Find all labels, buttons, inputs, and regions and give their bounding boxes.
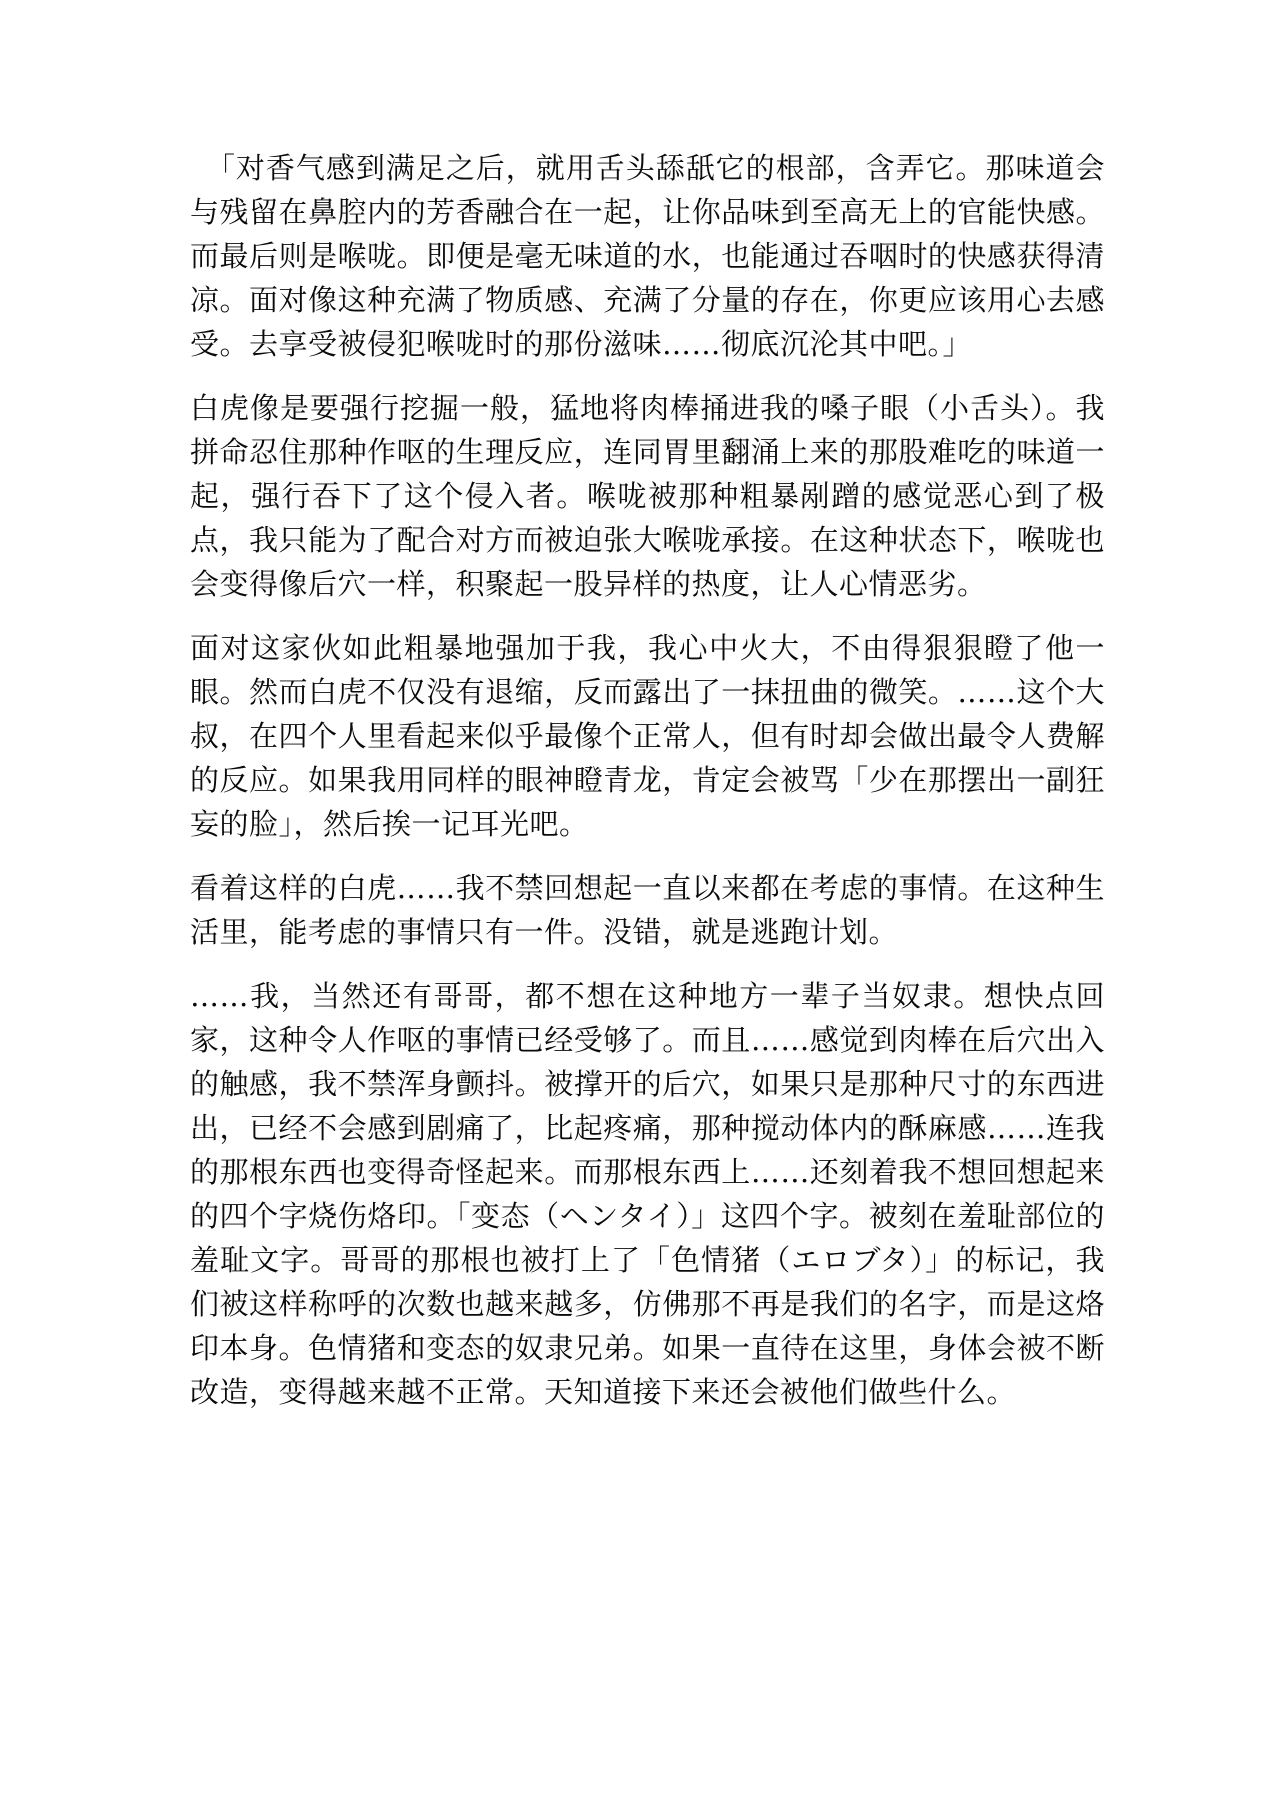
paragraph-dialogue: 「对香气感到满足之后，就用舌头舔舐它的根部，含弄它。那味道会与残留在鼻腔内的芳香融合在一起，让你品味到至高无上的官能快感。而最后则是喉咙。即便是毫无味道的水，也能通过吞咽时的快感获得清凉。面对像这种充满了物质感、充满了分量的存在，你更应该用心去感受。去享受被侵犯喉咙时的那份滋味……彻底沉沦其中吧。」: [190, 151, 1105, 361]
paragraph-3: 面对这家伙如此粗暴地强加于我，我心中火大，不由得狠狠瞪了他一眼。然而白虎不仅没有退缩，反而露出了一抹扭曲的微笑。……这个大叔，在四个人里看起来似乎最像个正常人，但有时却会做出最令人费解的反应。如果我用同样的眼神瞪青龙，肯定会被骂「少在那摆出一副狂妄的脸」，然后挨一记耳光吧。: [190, 631, 1105, 841]
paragraph-4: 看着这样的白虎……我不禁回想起一直以来都在考虑的事情。在这种生活里，能考虑的事情只有一件。没错，就是逃跑计划。: [190, 871, 1105, 949]
paragraph-5: ……我，当然还有哥哥，都不想在这种地方一辈子当奴隶。想快点回家，这种令人作呕的事情已经受够了。而且……感觉到肉棒在后穴出入的触感，我不禁浑身颤抖。被撑开的后穴，如果只是那种尺寸的东西进出，已经不会感到剧痛了，比起疼痛，那种搅动体内的酥麻感……连我的那根东西也变得奇怪起来。而那根东西上……还刻着我不想回想起来的四个字烧伤烙印。「变态（ヘンタイ）」这四个字。被刻在羞耻部位的羞耻文字。哥哥的那根也被打上了「色情猪（エロブタ）」的标记，我们被这样称呼的次数也越来越多，仿佛那不再是我们的名字，而是这烙印本身。色情猪和变态的奴隶兄弟。如果一直待在这里，身体会被不断改造，变得越来越不正常。天知道接下来还会被他们做些什么。: [190, 979, 1105, 1409]
paragraph-2: 白虎像是要强行挖掘一般，猛地将肉棒捅进我的嗓子眼（小舌头）。我拼命忍住那种作呕的生理反应，连同胃里翻涌上来的那股难吃的味道一起，强行吞下了这个侵入者。喉咙被那种粗暴剐蹭的感觉恶心到了极点，我只能为了配合对方而被迫张大喉咙承接。在这种状态下，喉咙也会变得像后穴一样，积聚起一股异样的热度，让人心情恶劣。: [190, 391, 1105, 601]
text-block: [190, 146, 1105, 1414]
